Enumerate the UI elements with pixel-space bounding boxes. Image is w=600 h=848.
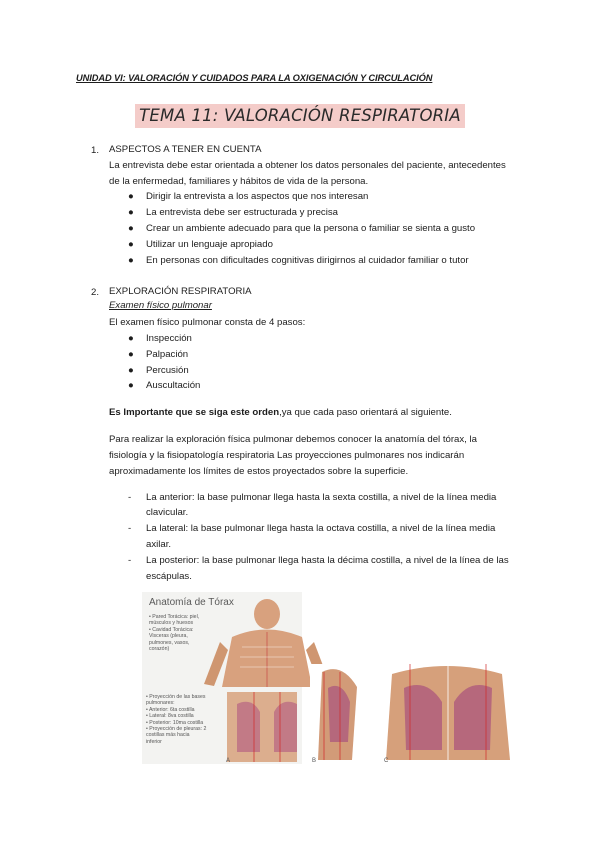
important-note: [109, 405, 452, 420]
section2-subtitle: Examen físico pulmonar: [109, 300, 212, 311]
topic-title: TEMA 11: VALORACIÓN RESPIRATORIA: [135, 104, 465, 128]
dash-item: La posterior: la base pulmonar llega hasta la décima costilla, a nivel de la línea de las: [146, 555, 509, 566]
section1-bullet: La entrevista debe ser estructurada y precisa: [146, 207, 338, 218]
dash-item-cont: clavicular.: [146, 507, 189, 518]
dash-item: La anterior: la base pulmonar llega hasta la sexta costilla, a nivel de la línea media: [146, 492, 497, 503]
bullet-icon: ●: [128, 223, 134, 234]
unit-title: UNIDAD VI: VALORACIÓN Y CUIDADOS PARA LA OXIGENACIÓN Y CIRCULACIÓN: [76, 73, 433, 83]
figure-notes-top: • Pared Torácica: piel, músculos y huesos • Cavidad Torácica: Visceras (pleura, pulmones, vasos, corazón): [149, 614, 200, 653]
bullet-icon: ●: [128, 239, 134, 250]
bullet-icon: ●: [128, 349, 134, 360]
section1-bullet: Dirigir la entrevista a los aspectos que nos interesan: [146, 191, 369, 202]
bullet-icon: ●: [128, 191, 134, 202]
step-item: Palpación: [146, 349, 189, 360]
section1-bullet: Crear un ambiente adecuado para que la persona o familiar se sienta a gusto: [146, 223, 476, 234]
label-b: B: [312, 758, 317, 764]
figure-title: Anatomía de Tórax: [149, 597, 234, 608]
section1-bullet: Utilizar un lenguaje apropiado: [146, 239, 273, 250]
dash-marker: -: [128, 555, 132, 566]
section2-title: EXPLORACIÓN RESPIRATORIA: [109, 286, 252, 297]
section1-bullet: En personas con dificultades cognitivas dirigirnos al cuidador familiar o tutor: [146, 255, 469, 266]
important-bold: Es Importante que se siga este orden: [109, 407, 280, 418]
torso-projection-drawing: [227, 692, 297, 762]
figure-notes-bottom: • Proyección de las bases pulmonares: • Anterior: 6ta costilla • Lateral: 8va costilla • Posterior: 10ma costilla • Proyección de pleuras: 2 costillas más hacia inferior: [146, 694, 207, 745]
section1-intro-line1: La entrevista debe estar orientada a obtener los datos personales del paciente, antecedentes: [109, 160, 506, 171]
para-line2: fisiología y la fisiopatología respiratoria Las proyecciones pulmonares nos indicarán: [109, 450, 465, 461]
label-a: A: [226, 758, 231, 764]
para-line1: Para realizar la exploración física pulmonar debemos conocer la anatomía del tórax, la: [109, 434, 477, 445]
step-item: Auscultación: [146, 380, 201, 391]
step-item: Inspección: [146, 333, 192, 344]
bullet-icon: ●: [128, 333, 134, 344]
section2-intro: El examen físico pulmonar consta de 4 pasos:: [109, 317, 306, 328]
bullet-icon: ●: [128, 380, 134, 391]
section1-title: ASPECTOS A TENER EN CUENTA: [109, 144, 262, 155]
dash-item: La lateral: la base pulmonar llega hasta la octava costilla, a nivel de la línea media: [146, 523, 496, 534]
section2-number: 2.: [91, 287, 100, 298]
lateral-view-drawing: [310, 664, 376, 760]
posterior-view-drawing: [386, 664, 510, 760]
dash-marker: -: [128, 492, 132, 503]
bullet-icon: ●: [128, 365, 134, 376]
important-rest: ,ya que cada paso orientará al siguiente.: [279, 407, 452, 418]
bullet-icon: ●: [128, 255, 134, 266]
anatomy-illustrations: [142, 592, 522, 768]
dash-item-cont: axilar.: [146, 539, 172, 550]
dash-item-cont: escápulas.: [146, 571, 192, 582]
section1-intro-line2: de la enfermedad, familiares y hábitos de vida de la persona.: [109, 176, 369, 187]
label-c: C: [384, 758, 389, 764]
bullet-icon: ●: [128, 207, 134, 218]
dash-marker: -: [128, 523, 132, 534]
step-item: Percusión: [146, 365, 189, 376]
para-line3: aproximadamente los límites de estos proyectados sobre la superficie.: [109, 466, 409, 477]
section1-number: 1.: [91, 145, 100, 156]
